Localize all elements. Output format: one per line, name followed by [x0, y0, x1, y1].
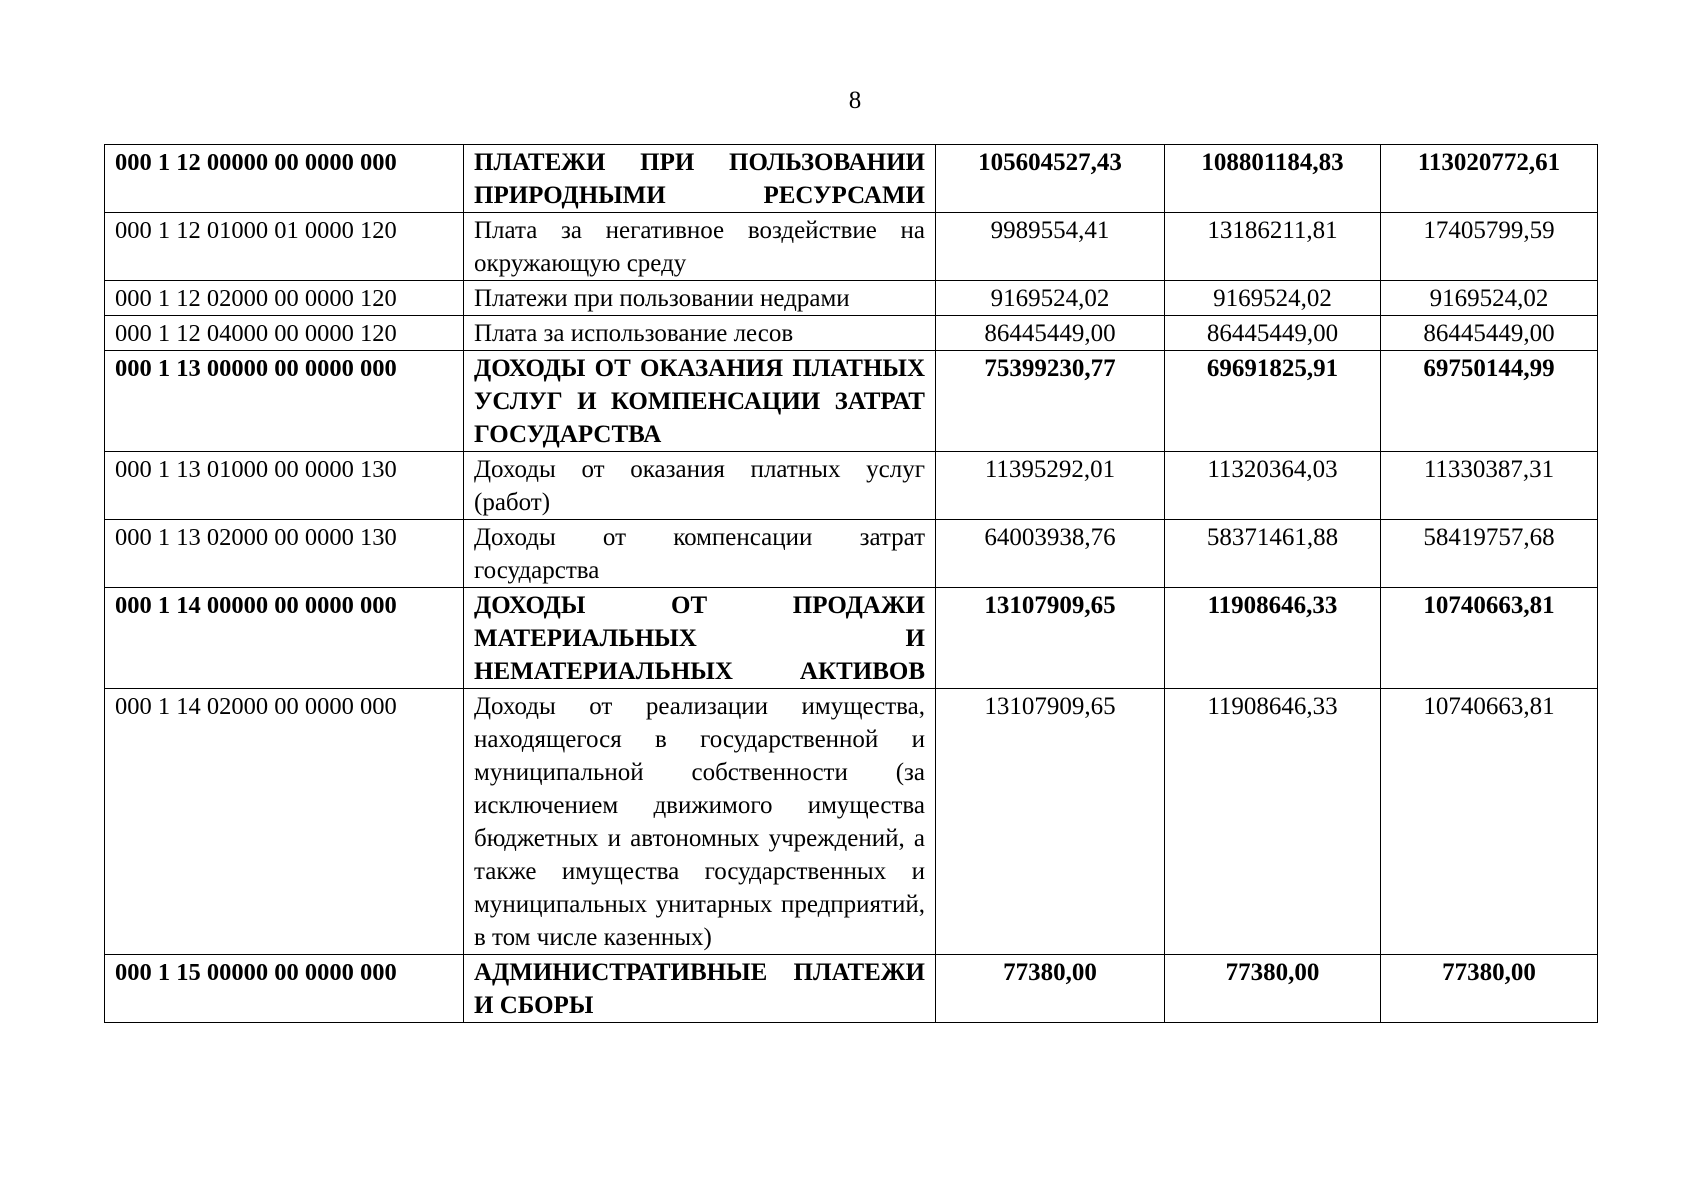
budget-classification-code: 000 1 12 02000 00 0000 120 — [105, 281, 464, 316]
budget-classification-code: 000 1 13 00000 00 0000 000 — [105, 351, 464, 452]
amount-year-2: 11908646,33 — [1165, 689, 1381, 955]
amount-year-3: 17405799,59 — [1381, 213, 1598, 281]
page-number: 8 — [848, 87, 862, 114]
amount-year-3: 77380,00 — [1381, 955, 1598, 1023]
table-row — [105, 452, 1598, 520]
amount-year-3: 58419757,68 — [1381, 520, 1598, 588]
amount-year-3: 9169524,02 — [1381, 281, 1598, 316]
amount-year-1: 86445449,00 — [936, 316, 1165, 351]
revenue-name: Плата за негативное воздействие на окружающую среду — [464, 213, 936, 281]
amount-year-2: 9169524,02 — [1165, 281, 1381, 316]
revenue-name: Доходы от реализации имущества, находящегося в государственной и муниципальной собственности (за исключением движимого имущества бюджетных и автономных учреждений, а также имущества государственных и муниципальных унитарных предприятий, в том числе казенных) — [464, 689, 936, 955]
amount-year-3: 10740663,81 — [1381, 588, 1598, 689]
budget-classification-code: 000 1 14 00000 00 0000 000 — [105, 588, 464, 689]
revenue-name: Доходы от оказания платных услуг (работ) — [464, 452, 936, 520]
budget-classification-code: 000 1 12 04000 00 0000 120 — [105, 316, 464, 351]
amount-year-3: 86445449,00 — [1381, 316, 1598, 351]
revenue-name: АДМИНИСТРАТИВНЫЕ ПЛАТЕЖИ И СБОРЫ — [464, 955, 936, 1023]
budget-classification-code: 000 1 13 02000 00 0000 130 — [105, 520, 464, 588]
revenue-name: Платежи при пользовании недрами — [464, 281, 936, 316]
table-row-section — [105, 351, 1598, 452]
revenue-name: ПЛАТЕЖИ ПРИ ПОЛЬЗОВАНИИ ПРИРОДНЫМИ РЕСУРСАМИ — [464, 145, 936, 213]
amount-year-3: 11330387,31 — [1381, 452, 1598, 520]
revenue-name: Плата за использование лесов — [464, 316, 936, 351]
amount-year-1: 9989554,41 — [936, 213, 1165, 281]
budget-classification-code: 000 1 12 00000 00 0000 000 — [105, 145, 464, 213]
amount-year-3: 113020772,61 — [1381, 145, 1598, 213]
table-row — [105, 281, 1598, 316]
amount-year-2: 108801184,83 — [1165, 145, 1381, 213]
amount-year-1: 64003938,76 — [936, 520, 1165, 588]
table-row-section — [105, 588, 1598, 689]
amount-year-2: 13186211,81 — [1165, 213, 1381, 281]
budget-revenue-table — [104, 144, 1598, 1023]
amount-year-1: 13107909,65 — [936, 588, 1165, 689]
revenue-name: Доходы от компенсации затрат государства — [464, 520, 936, 588]
budget-classification-code: 000 1 14 02000 00 0000 000 — [105, 689, 464, 955]
table-row — [105, 213, 1598, 281]
amount-year-2: 69691825,91 — [1165, 351, 1381, 452]
revenue-name: ДОХОДЫ ОТ ОКАЗАНИЯ ПЛАТНЫХ УСЛУГ И КОМПЕНСАЦИИ ЗАТРАТ ГОСУДАРСТВА — [464, 351, 936, 452]
amount-year-1: 105604527,43 — [936, 145, 1165, 213]
budget-classification-code: 000 1 13 01000 00 0000 130 — [105, 452, 464, 520]
amount-year-3: 69750144,99 — [1381, 351, 1598, 452]
budget-classification-code: 000 1 15 00000 00 0000 000 — [105, 955, 464, 1023]
amount-year-1: 77380,00 — [936, 955, 1165, 1023]
amount-year-1: 11395292,01 — [936, 452, 1165, 520]
amount-year-2: 77380,00 — [1165, 955, 1381, 1023]
amount-year-2: 11908646,33 — [1165, 588, 1381, 689]
amount-year-1: 13107909,65 — [936, 689, 1165, 955]
table-row — [105, 520, 1598, 588]
amount-year-2: 86445449,00 — [1165, 316, 1381, 351]
table-row — [105, 316, 1598, 351]
amount-year-1: 9169524,02 — [936, 281, 1165, 316]
table-row-section — [105, 955, 1598, 1023]
table-row — [105, 689, 1598, 955]
amount-year-2: 58371461,88 — [1165, 520, 1381, 588]
table-row-section — [105, 145, 1598, 213]
amount-year-2: 11320364,03 — [1165, 452, 1381, 520]
amount-year-1: 75399230,77 — [936, 351, 1165, 452]
budget-classification-code: 000 1 12 01000 01 0000 120 — [105, 213, 464, 281]
amount-year-3: 10740663,81 — [1381, 689, 1598, 955]
revenue-name: ДОХОДЫ ОТ ПРОДАЖИ МАТЕРИАЛЬНЫХ И НЕМАТЕРИАЛЬНЫХ АКТИВОВ — [464, 588, 936, 689]
